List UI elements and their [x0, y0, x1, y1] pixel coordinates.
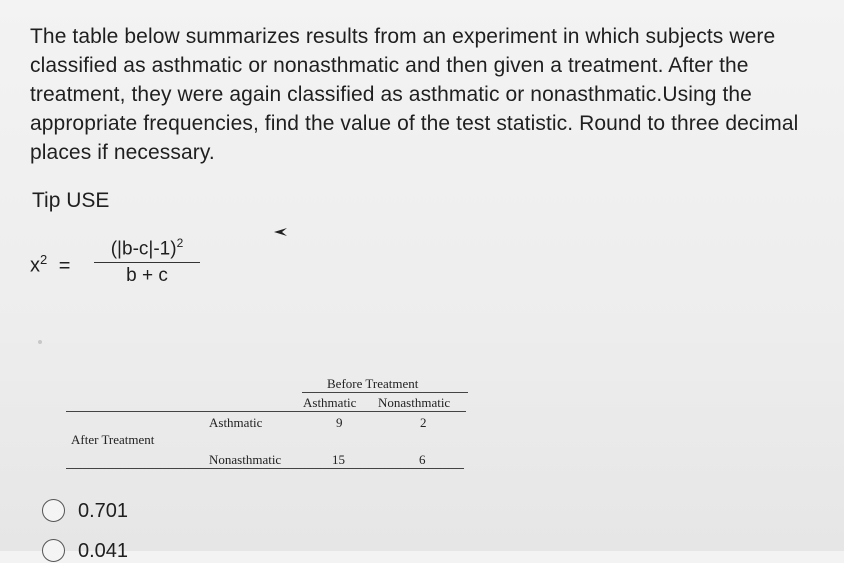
table-rule — [66, 468, 464, 469]
formula-exponent: 2 — [40, 252, 48, 267]
speck — [38, 340, 42, 344]
answer-label[interactable]: 0.701 — [78, 500, 129, 522]
question-line: The table below summarizes results from an experiment in which subjects were — [30, 25, 776, 48]
answer-label[interactable]: 0.041 — [78, 540, 129, 562]
formula-equals: = — [58, 254, 71, 277]
column-group-header: Before Treatment — [327, 376, 419, 391]
table-cell: 2 — [420, 415, 427, 430]
question-line: treatment, they were again classified as asthmatic or nonasthmatic.Using the — [30, 83, 752, 106]
row-label-asthmatic: Asthmatic — [209, 415, 263, 430]
question-line: places if necessary. — [30, 141, 215, 164]
column-header-nonasthmatic: Nonasthmatic — [378, 395, 451, 410]
row-group-header: After Treatment — [71, 432, 155, 447]
row-label-nonasthmatic: Nonasthmatic — [209, 452, 282, 467]
formula-lhs — [30, 252, 70, 278]
mouse-cursor-icon — [272, 224, 288, 240]
table-rule — [66, 411, 466, 412]
question-text — [30, 22, 830, 167]
formula-numerator — [94, 236, 200, 263]
formula-variable: x — [30, 254, 40, 277]
table-cell: 6 — [419, 452, 426, 467]
formula-denominator: b + c — [126, 265, 168, 287]
radio-button[interactable] — [42, 499, 65, 522]
column-header-asthmatic: Asthmatic — [303, 395, 357, 410]
table-rule — [302, 392, 468, 393]
table-cell: 15 — [332, 452, 345, 467]
formula-fraction — [94, 236, 200, 287]
question-line: classified as asthmatic or nonasthmatic and then given a treatment. After the — [30, 54, 749, 77]
tip-label: Tip USE — [32, 189, 110, 212]
table-cell: 9 — [336, 415, 343, 430]
formula-numerator-text: (|b-c|-1) — [110, 238, 177, 260]
formula-numerator-exponent: 2 — [176, 236, 184, 250]
question-line: appropriate frequencies, find the value of the test statistic. Round to three decimal — [30, 112, 799, 135]
